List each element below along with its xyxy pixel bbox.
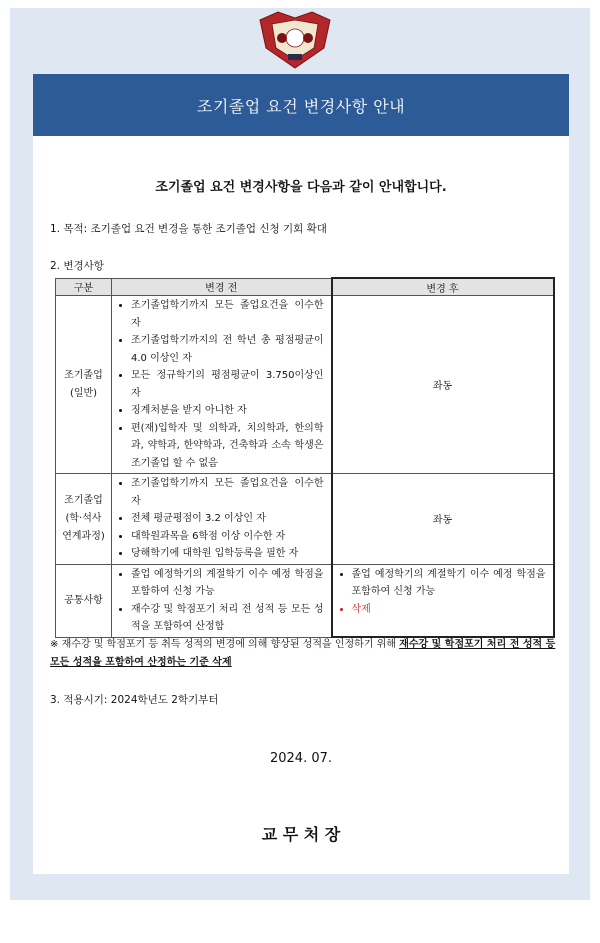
- list-item: • 졸업 예정학기의 계절학기 이수 예정 학점을 포함하여 신청 가능: [131, 566, 324, 601]
- list-item: • 징계처분을 받지 아니한 자: [131, 402, 324, 420]
- before-cell: [112, 296, 332, 474]
- before-cell: [112, 564, 332, 637]
- list-item: • 졸업 예정학기의 계절학기 이수 예정 학점을 포함하여 신청 가능: [352, 566, 546, 601]
- note-mark: ※: [50, 639, 59, 650]
- note-emphasis: 재수강 및 학점포기 처리 전 성적 등 모든 성적을 포함하여 산정하는 기준 삭제: [50, 639, 556, 668]
- signature: 교 무 처 장: [261, 825, 341, 844]
- after-cell: [332, 564, 554, 637]
- list-item: • 대학원과목을 6학점 이상 이수한 자: [131, 528, 324, 546]
- deleted-label: • 삭제: [352, 601, 546, 619]
- comparison-table: [55, 277, 555, 638]
- before-cell: [112, 474, 332, 565]
- intro-text: 조기졸업 요건 변경사항을 다음과 같이 안내합니다.: [155, 180, 447, 195]
- header-category: 구분: [56, 278, 112, 296]
- table-row: [56, 564, 554, 637]
- after-cell: 좌동: [332, 474, 554, 565]
- footnote: [50, 636, 562, 672]
- notice-date: 2024. 07.: [269, 751, 333, 766]
- list-item: • 조기졸업학기까지의 전 학년 총 평점평균이 4.0 이상인 자: [131, 332, 324, 367]
- table-row: [56, 474, 554, 565]
- list-item: • 모든 정규학기의 평점평균이 3.750이상인 자: [131, 367, 324, 402]
- after-cell: 좌동: [332, 296, 554, 474]
- effective-line: 3. 적용시기: 2024학년도 2학기부터: [50, 694, 219, 706]
- title-banner: [33, 74, 569, 136]
- category-cell: 공통사항: [56, 564, 112, 637]
- list-item: • 편(재)입학자 및 의학과, 치의학과, 한의학과, 약학과, 한약학과, 건축학과 소속 학생은 조기졸업 할 수 없음: [131, 420, 324, 473]
- changes-heading: 2. 변경사항: [50, 260, 104, 272]
- category-cell: 조기졸업 (학·석사 연계과정): [56, 474, 112, 565]
- university-emblem-icon: [258, 10, 332, 70]
- header-after: 변경 후: [332, 278, 554, 296]
- note-text: 재수강 및 학점포기 등 취득 성적의 변경에 의해 향상된 성적을 인정하기 위해: [61, 639, 397, 650]
- category-cell: 조기졸업 (일반): [56, 296, 112, 474]
- page-title: 조기졸업 요건 변경사항 안내: [196, 96, 406, 116]
- list-item: • 당해학기에 대학원 입학등록을 필한 자: [131, 545, 324, 563]
- notice-sheet: [33, 136, 569, 874]
- list-item: • 조기졸업학기까지 모든 졸업요건을 이수한 자: [131, 297, 324, 332]
- table-row: [56, 296, 554, 474]
- list-item: • 재수강 및 학점포기 처리 전 성적 등 모든 성적을 포함하여 산정함: [131, 601, 324, 636]
- purpose-line: 1. 목적: 조기졸업 요건 변경을 통한 조기졸업 신청 기회 확대: [50, 223, 327, 235]
- header-before: 변경 전: [112, 278, 332, 296]
- table-header-row: [56, 278, 554, 296]
- list-item: • 조기졸업학기까지 모든 졸업요건을 이수한 자: [131, 475, 324, 510]
- list-item: • 전체 평균평점이 3.2 이상인 자: [131, 510, 324, 528]
